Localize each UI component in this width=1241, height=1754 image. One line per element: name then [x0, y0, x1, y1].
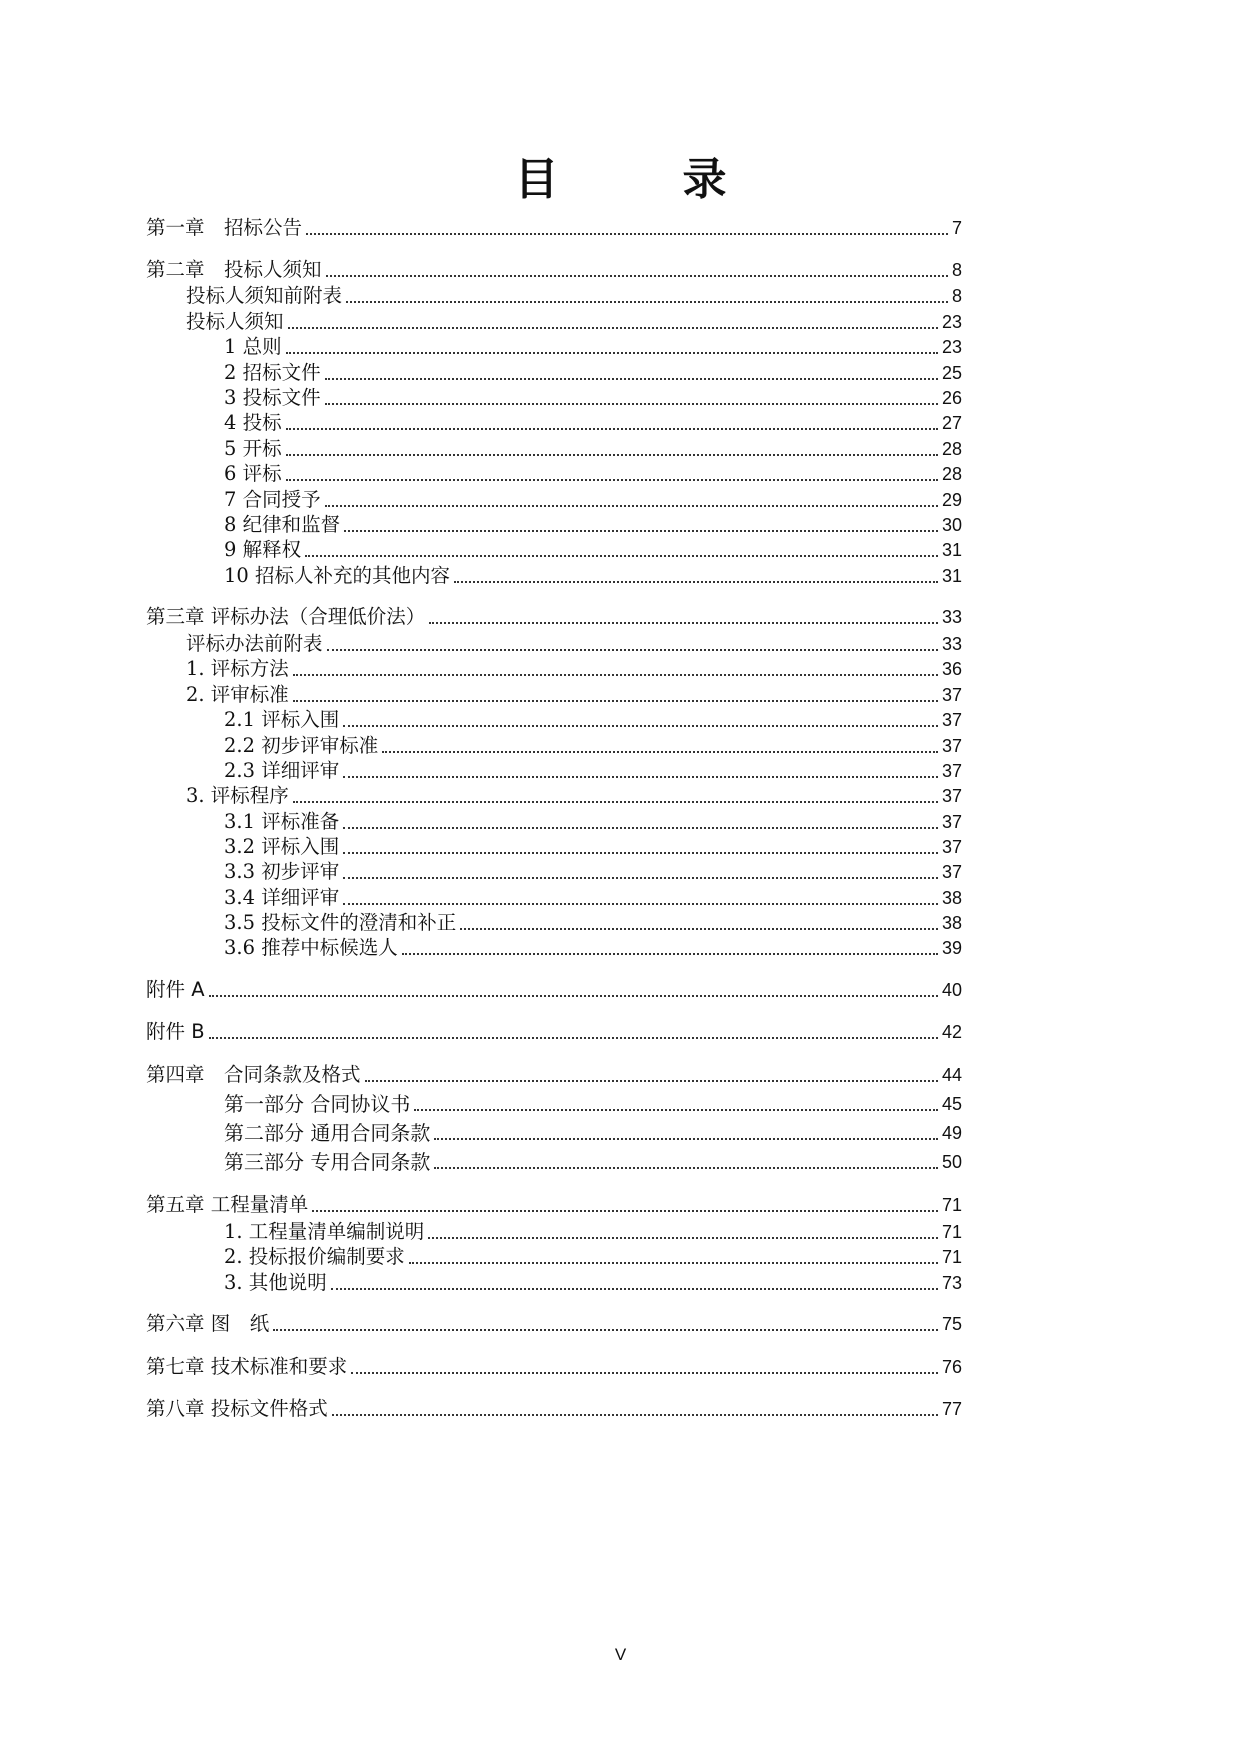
- dot-leader: [343, 724, 938, 727]
- toc-entry[interactable]: [224, 359, 962, 387]
- toc-entry-label: 附件 B: [146, 1020, 205, 1043]
- toc-entry-label: 6 评标: [224, 462, 282, 485]
- toc-page-number: 27: [941, 413, 962, 433]
- toc-entry-label: 10 招标人补充的其他内容: [224, 564, 451, 587]
- toc-page-number: 28: [941, 464, 962, 484]
- dot-leader: [326, 274, 948, 277]
- toc-entry[interactable]: [224, 706, 962, 734]
- toc-page-number: 44: [941, 1065, 962, 1085]
- toc-entry-label: 第二章 投标人须知: [146, 258, 322, 281]
- toc-chapter-entry[interactable]: [146, 1395, 962, 1423]
- toc-page-number: 37: [941, 736, 962, 756]
- toc-entry-label: 8 纪律和监督: [224, 513, 341, 536]
- toc-entry-label: 3.6 推荐中标候选人: [224, 936, 398, 959]
- toc-entry-label: 3. 其他说明: [224, 1271, 327, 1294]
- dot-leader: [286, 453, 938, 456]
- toc-entry[interactable]: [224, 1218, 962, 1246]
- toc-page-number: 37: [941, 837, 962, 857]
- toc-page-number: 49: [941, 1123, 962, 1143]
- dot-leader: [286, 427, 938, 430]
- toc-entry-label: 评标办法前附表: [186, 632, 323, 655]
- dot-leader: [325, 504, 938, 507]
- toc-entry[interactable]: [224, 1119, 962, 1147]
- toc-page-number: 77: [941, 1399, 962, 1419]
- dot-leader: [344, 529, 938, 532]
- toc-entry[interactable]: [224, 884, 962, 912]
- toc-page-number: 28: [941, 439, 962, 459]
- toc-entry[interactable]: [186, 782, 962, 810]
- toc-entry[interactable]: [224, 858, 962, 886]
- toc-page-number: 45: [941, 1094, 962, 1114]
- toc-page-number: 37: [941, 761, 962, 781]
- toc-entry-label: 投标人须知: [186, 310, 284, 333]
- dot-leader: [273, 1328, 938, 1331]
- toc-entry-label: 2.2 初步评审标准: [224, 734, 379, 757]
- toc-chapter-entry[interactable]: [146, 1310, 962, 1338]
- toc-page-number: 37: [941, 710, 962, 730]
- toc-entry-label: 3.4 详细评审: [224, 886, 340, 909]
- dot-leader: [209, 994, 938, 997]
- toc-entry[interactable]: [224, 486, 962, 514]
- toc-entry[interactable]: [224, 1243, 962, 1271]
- toc-page-number: 76: [941, 1357, 962, 1377]
- toc-entry[interactable]: [186, 282, 962, 310]
- dot-leader: [434, 1166, 938, 1169]
- toc-page-number: 37: [941, 685, 962, 705]
- dot-leader: [293, 699, 938, 702]
- toc-page-number: 7: [951, 218, 962, 238]
- toc-page-number: 33: [941, 634, 962, 654]
- dot-leader: [327, 648, 938, 651]
- toc-entry-label: 第五章 工程量清单: [146, 1193, 309, 1216]
- toc-page-number: 37: [941, 812, 962, 832]
- dot-leader: [454, 580, 938, 583]
- dot-leader: [343, 851, 938, 854]
- toc-page-number: 31: [941, 540, 962, 560]
- toc-page-number: 8: [951, 260, 962, 280]
- toc-entry-label: 第八章 投标文件格式: [146, 1397, 328, 1420]
- dot-leader: [332, 1413, 938, 1416]
- toc-entry[interactable]: [224, 460, 962, 488]
- dot-leader: [209, 1036, 938, 1039]
- toc-entry[interactable]: [224, 934, 962, 962]
- toc-entry[interactable]: [224, 909, 962, 937]
- toc-chapter-entry[interactable]: [146, 214, 962, 242]
- toc-page-number: 42: [941, 1022, 962, 1042]
- toc-page-number: 23: [941, 312, 962, 332]
- dot-leader: [293, 800, 938, 803]
- toc-entry-label: 2 招标文件: [224, 361, 321, 384]
- toc-entry[interactable]: [224, 511, 962, 539]
- toc-entry-label: 3.3 初步评审: [224, 860, 340, 883]
- dot-leader: [343, 775, 938, 778]
- toc-entry-label: 7 合同授予: [224, 488, 321, 511]
- toc-page-number: 29: [941, 490, 962, 510]
- toc-entry[interactable]: [224, 732, 962, 760]
- dot-leader: [288, 326, 938, 329]
- toc-entry[interactable]: [224, 435, 962, 463]
- toc-entry[interactable]: [224, 1090, 962, 1118]
- toc-entry[interactable]: [224, 562, 962, 590]
- toc-chapter-entry[interactable]: [146, 976, 962, 1004]
- dot-leader: [346, 300, 948, 303]
- toc-page-number: 37: [941, 862, 962, 882]
- toc-page-number: 26: [941, 388, 962, 408]
- toc-page-number: 71: [941, 1222, 962, 1242]
- toc-entry-label: 1. 工程量清单编制说明: [224, 1220, 425, 1243]
- toc-entry-label: 2.1 评标入围: [224, 708, 340, 731]
- dot-leader: [325, 377, 938, 380]
- toc-page-number: 8: [951, 286, 962, 306]
- toc-entry-label: 第七章 技术标准和要求: [146, 1355, 348, 1378]
- toc-page-number: 71: [941, 1195, 962, 1215]
- dot-leader: [286, 478, 938, 481]
- toc-chapter-entry[interactable]: [146, 1061, 962, 1089]
- dot-leader: [306, 232, 948, 235]
- dot-leader: [331, 1287, 938, 1290]
- dot-leader: [409, 1261, 938, 1264]
- dot-leader: [434, 1137, 938, 1140]
- dot-leader: [429, 621, 938, 624]
- toc-page-number: 38: [941, 913, 962, 933]
- toc-entry-label: 2. 评审标准: [186, 683, 289, 706]
- toc-page-number: 30: [941, 515, 962, 535]
- dot-leader: [312, 1209, 938, 1212]
- toc-chapter-entry[interactable]: [146, 1191, 962, 1219]
- toc-chapter-entry[interactable]: [146, 256, 962, 284]
- toc-entry[interactable]: [224, 333, 962, 361]
- toc-entry[interactable]: [186, 630, 962, 658]
- toc-page-number: 71: [941, 1247, 962, 1267]
- toc-page-number: 25: [941, 363, 962, 383]
- toc-entry-label: 2.3 详细评审: [224, 759, 340, 782]
- toc-entry[interactable]: [224, 409, 962, 437]
- toc-chapter-entry[interactable]: [146, 1018, 962, 1046]
- dot-leader: [343, 876, 938, 879]
- toc-entry-label: 3 投标文件: [224, 386, 321, 409]
- toc-entry-label: 2. 投标报价编制要求: [224, 1245, 405, 1268]
- toc-entry-label: 3.2 评标入围: [224, 835, 340, 858]
- toc-entry-label: 9 解释权: [224, 538, 302, 561]
- dot-leader: [305, 554, 938, 557]
- dot-leader: [351, 1371, 938, 1374]
- toc-entry[interactable]: [224, 1148, 962, 1176]
- toc-entry[interactable]: [186, 655, 962, 683]
- toc-page-number: 33: [941, 607, 962, 627]
- dot-leader: [286, 351, 938, 354]
- toc-page-number: 40: [941, 980, 962, 1000]
- toc-entry-label: 第四章 合同条款及格式: [146, 1063, 361, 1086]
- dot-leader: [460, 927, 938, 930]
- toc-chapter-entry[interactable]: [146, 603, 962, 631]
- toc-entry-label: 3.1 评标准备: [224, 810, 340, 833]
- toc-page-number: 38: [941, 888, 962, 908]
- dot-leader: [343, 902, 938, 905]
- toc-entry-label: 第二部分 通用合同条款: [224, 1121, 431, 1145]
- toc-entry-label: 第三章 评标办法（合理低价法）: [146, 605, 426, 628]
- dot-leader: [365, 1079, 938, 1082]
- toc-entry[interactable]: [224, 833, 962, 861]
- toc-entry[interactable]: [224, 536, 962, 564]
- toc-page-number: 75: [941, 1314, 962, 1334]
- toc-entry-label: 第六章 图 纸: [146, 1312, 270, 1335]
- toc-entry-label: 第三部分 专用合同条款: [224, 1150, 431, 1174]
- toc-entry-label: 1 总则: [224, 335, 282, 358]
- toc-entry-label: 1. 评标方法: [186, 657, 289, 680]
- toc-page-number: 50: [941, 1152, 962, 1172]
- toc-entry-label: 3.5 投标文件的澄清和补正: [224, 911, 457, 934]
- dot-leader: [382, 750, 938, 753]
- dot-leader: [343, 826, 938, 829]
- toc-chapter-entry[interactable]: [146, 1353, 962, 1381]
- toc-entry[interactable]: [186, 681, 962, 709]
- toc-entry[interactable]: [186, 308, 962, 336]
- toc-page-number: 31: [941, 566, 962, 586]
- page-number: V: [614, 1645, 627, 1664]
- toc-page-number: 73: [941, 1273, 962, 1293]
- dot-leader: [293, 673, 938, 676]
- toc-entry-label: 3. 评标程序: [186, 784, 289, 807]
- dot-leader: [428, 1236, 938, 1239]
- toc-page-number: 23: [941, 337, 962, 357]
- toc-entry[interactable]: [224, 1269, 962, 1297]
- toc-entry[interactable]: [224, 757, 962, 785]
- toc-entry-label: 5 开标: [224, 437, 282, 460]
- toc-page-number: 36: [941, 659, 962, 679]
- dot-leader: [414, 1108, 938, 1111]
- toc-entry-label: 投标人须知前附表: [186, 284, 343, 307]
- page-title: 目 录: [514, 154, 767, 205]
- toc-entry-label: 第一章 招标公告: [146, 216, 303, 239]
- toc-page-number: 37: [941, 786, 962, 806]
- toc-entry-label: 4 投标: [224, 411, 282, 434]
- toc-page-number: 39: [941, 938, 962, 958]
- toc-entry[interactable]: [224, 384, 962, 412]
- toc-entry[interactable]: [224, 808, 962, 836]
- dot-leader: [325, 402, 938, 405]
- toc-entry-label: 第一部分 合同协议书: [224, 1092, 411, 1116]
- toc-entry-label: 附件 A: [146, 978, 205, 1001]
- dot-leader: [402, 952, 938, 955]
